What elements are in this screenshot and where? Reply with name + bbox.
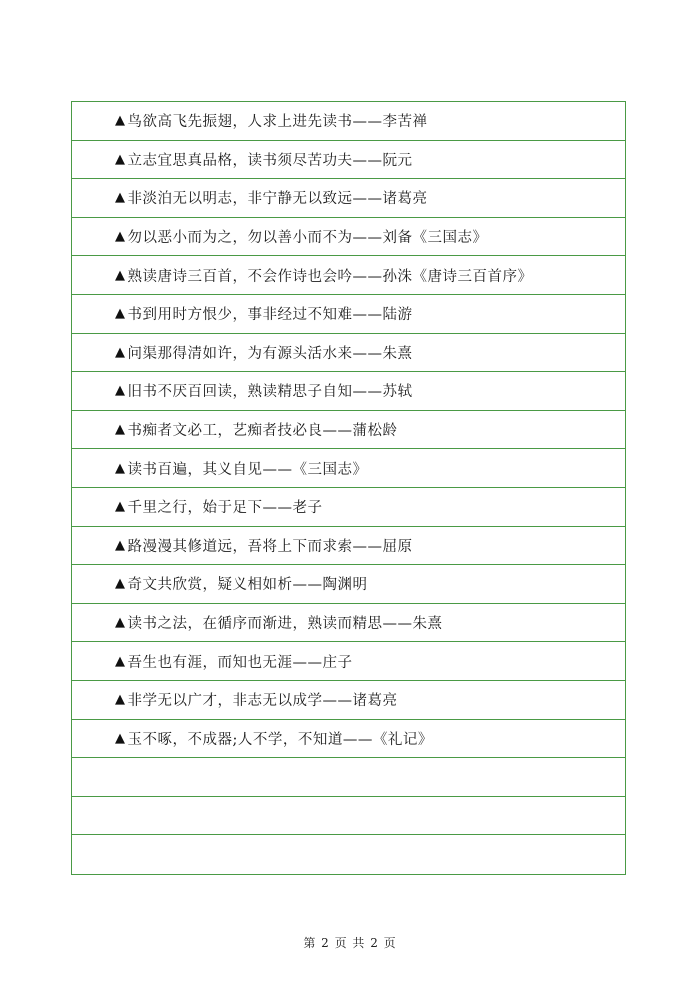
quote-text: 鸟欲高飞先振翅，人求上进先读书——李苦禅 [127,114,428,131]
quote-row [72,372,625,411]
quote-row [72,141,625,180]
quote-row [72,642,625,681]
empty-row [72,758,625,797]
quote-text: 非学无以广才，非志无以成学——诸葛亮 [127,693,398,710]
quote-row [72,334,625,373]
quote-text: 旧书不厌百回读，熟读精思子自知——苏轼 [127,384,413,401]
triangle-icon: ▲ [115,615,126,631]
quote-row [72,411,625,450]
triangle-icon: ▲ [115,460,126,476]
triangle-icon: ▲ [115,537,126,553]
quote-text: 读书之法，在循序而渐进，熟读而精思——朱熹 [127,616,443,633]
quote-text: 立志宜思真品格，读书须尽苦功夫——阮元 [127,152,413,169]
lined-sheet [71,101,626,875]
quote-row [72,681,625,720]
quote-text: 吾生也有涯，而知也无涯——庄子 [127,654,353,671]
quote-text: 奇文共欣赏，疑义相如析——陶渊明 [127,577,368,594]
quote-row [72,179,625,218]
quote-row [72,565,625,604]
quote-row [72,218,625,257]
quote-row [72,295,625,334]
quote-text: 路漫漫其修道远，吾将上下而求索——屈原 [127,538,413,555]
quote-text: 书到用时方恨少，事非经过不知难——陆游 [127,307,413,324]
empty-row [72,835,625,874]
empty-row [72,797,625,836]
quote-text: 勿以恶小而为之，勿以善小而不为——刘备《三国志》 [127,230,488,247]
quote-text: 非淡泊无以明志，非宁静无以致远——诸葛亮 [127,191,428,208]
triangle-icon: ▲ [115,113,126,129]
triangle-icon: ▲ [115,306,126,322]
quote-text: 问渠那得清如许，为有源头活水来——朱熹 [127,345,413,362]
page-number: 第 2 页 共 2 页 [303,936,397,950]
quote-row [72,604,625,643]
triangle-icon: ▲ [115,653,126,669]
triangle-icon: ▲ [115,499,126,515]
triangle-icon: ▲ [115,229,126,245]
quote-row [72,449,625,488]
quote-row [72,527,625,566]
quote-row [72,256,625,295]
triangle-icon: ▲ [115,422,126,438]
triangle-icon: ▲ [115,576,126,592]
triangle-icon: ▲ [115,383,126,399]
triangle-icon: ▲ [115,692,126,708]
triangle-icon: ▲ [115,151,126,167]
triangle-icon: ▲ [115,267,126,283]
quote-text: 读书百遍，其义自见——《三国志》 [127,461,368,478]
triangle-icon: ▲ [115,730,126,746]
quote-text: 千里之行，始于足下——老子 [127,500,323,517]
quote-row [72,102,625,141]
triangle-icon: ▲ [115,190,126,206]
quote-row [72,720,625,759]
quote-text: 书痴者文必工，艺痴者技必良——蒲松龄 [127,423,398,440]
triangle-icon: ▲ [115,344,126,360]
quote-text: 玉不啄，不成器;人不学，不知道——《礼记》 [127,731,433,748]
quote-text: 熟读唐诗三百首，不会作诗也会吟——孙洙《唐诗三百首序》 [127,268,533,285]
quote-row [72,488,625,527]
